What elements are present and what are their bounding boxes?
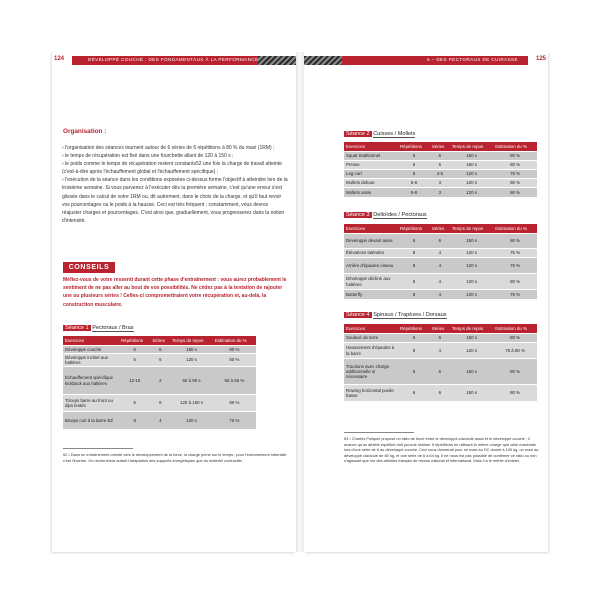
seance-name: Spinaux / Trapèzes / Dorsaux [373,312,447,318]
table-cell: Haussement d'épaules à la barre [344,343,398,359]
right-running-header [304,56,550,66]
table-cell: 75 % [493,258,537,274]
seance-label: Séance 3 [346,212,370,218]
seance-label: Séance 1 [65,325,89,331]
seance-1-table [63,336,256,429]
bullet-item: › le temps de récupération est fixé dans une fourchette allant de 120 à 150 s ; [62,153,234,160]
table-cell: 150 s [450,359,493,385]
table-cell: Rowing horizontal poulie basse [344,385,398,401]
seance-3-title [344,212,427,220]
table-cell: 80 % [493,152,537,161]
conseils-title: CONSEILS [68,264,110,271]
table-header-row [344,224,537,234]
column-header: Temps de repos [450,224,493,234]
column-header: Exercices [344,224,398,234]
table-cell: 120 s [450,343,493,359]
table-cell: 75 à 80 % [493,343,537,359]
table-cell: 4 [150,412,170,429]
right-running-head-text: 5 – DES PECTORAUX DE CUIRASSE [427,57,518,62]
table-cell: 80 % [493,188,537,197]
table-cell: 120 s [450,258,493,274]
table-cell: 5-8 [398,179,430,188]
column-header: Temps de repos [170,336,213,346]
table-cell: Développé incliné aux haltères [63,354,119,367]
table-cell: 120 s [450,179,493,188]
right-page-number: 125 [535,56,546,62]
table-cell: 12-15 [119,367,150,395]
table-cell: Développé devant assis [344,234,398,249]
seance-2-title [344,131,415,139]
seance-3-table [344,224,537,299]
seance-label: Séance 4 [346,312,370,318]
table-cell: 6 [398,385,430,401]
seance-2-table [344,142,537,197]
seance-name: Deltoïdes / Pectoraux [373,212,427,218]
table-cell: 80 % [493,359,537,385]
table-cell: 6 [430,161,450,170]
table-cell: 60 à 90 s [170,367,213,395]
column-header: Répétitions [398,142,430,152]
table-cell: 80 % [493,179,537,188]
column-header: Séries [430,224,450,234]
table-row [344,234,537,249]
seance-4-table [344,324,537,401]
table-row [344,152,537,161]
column-header: Temps de repos [450,324,493,334]
table-cell: 75 % [493,290,537,299]
table-cell: 4 [430,343,450,359]
right-footnote: 53 • Charles Poliquin propose un ratio de force entre le développé-clavicule assis et le développé couché ; il avance qu'un athlète équilibré doit pouvoir réaliser 5 répétitions en utilisant la même charge que celle maximale lors d'une série de 6 au développé couché. Ceci nous donnerait pour un maxi au DC donné à 100 kg, un maxi au développé clavicule de 80 kg, et une série de 6 à 64 kg. Il ne nous est pas possible de confirmer ce ratio ou non s'agissant que sur des athlètes français de niveau national et international. Mais il a le mérite d'exister. [344,436,539,464]
table-cell: 8 [398,290,430,299]
table-cell: 6 [398,359,430,385]
table-cell: 6 [398,152,430,161]
table-cell: 6 [150,354,170,367]
column-header: Répétitions [398,324,430,334]
column-header: Estimation du % [493,142,537,152]
table-cell: 120 à 150 s [170,395,213,412]
table-cell: 4 [430,274,450,290]
table-cell: 80 % [213,354,256,367]
table-row [63,395,256,412]
table-cell: 4 [430,290,450,299]
table-row [344,274,537,290]
table-cell: 6 [398,161,430,170]
table-cell: 80 % [493,161,537,170]
table-cell: 120 s [450,188,493,197]
table-cell: 120 s [170,354,213,367]
table-cell: Presse [344,161,398,170]
seance-label: Séance 2 [346,131,370,137]
table-cell: Arrière d'épaules oiseau [344,258,398,274]
table-cell: 2 [150,367,170,395]
table-cell: 6 [398,334,430,343]
column-header: Séries [430,324,450,334]
table-cell: 8 [119,412,150,429]
table-cell: Élévations latérales [344,249,398,258]
table-cell: 5-8 [398,188,430,197]
table-cell: 6 [119,346,150,354]
table-row [344,343,537,359]
table-cell: Développé couché [63,346,119,354]
table-cell: 80 % [213,395,256,412]
table-cell: 6 [119,395,150,412]
left-running-header [50,56,296,66]
table-row [344,290,537,299]
table-cell: 120 s [450,249,493,258]
table-header-row [344,142,537,152]
left-footnote: 52 • Dans un entraînement orienté vers le développement de la force, la charge prime sur le temps ; pour l'entraînement rotteriaté, c'est l'inverse. On recherchera autant l'adaptation des supports énergétiques que du matériel contractile. [63,452,288,463]
table-cell: 6 [430,359,450,385]
table-cell: Mollets assis [344,188,398,197]
table-cell: 80 % [493,385,537,401]
bullet-item: › l'exécution de la séance dans les conditions exposées ci-dessus forme l'objectif à atteindre lors de la troisième semaine. Si vous parvenez à l'exécuter dès la première semaine, c'est qu'une erreur s'est glissée dans le calcul de votre 1RM ou, dit autrement, dans le choix de la charge, et qu'il faut revoir vos pourcentages ou le poids à la hausse. Ceci est très fréquent ; constamment, vous devrez réajuster charges et pourcentages. C'est ainsi que, graduellement, vous progresserez dans la notion d'intensité. [62,177,288,224]
table-cell: 6 [398,274,430,290]
table-row [344,161,537,170]
header-stripe-pattern [258,56,296,65]
table-cell: 120 s [170,412,213,429]
book-spine [296,52,304,552]
table-cell: 6 [430,234,450,249]
table-cell: 150 s [450,334,493,343]
column-header: Exercices [344,324,398,334]
column-header: Estimation du % [213,336,256,346]
table-cell: 120 s [450,170,493,179]
table-cell: 6 [119,354,150,367]
table-cell: Tractions avec charge additionnelle si nécessaire [344,359,398,385]
column-header: Répétitions [398,224,430,234]
table-row [63,354,256,367]
column-header: Séries [430,142,450,152]
table-header-row [63,336,256,346]
table-cell: 8 [398,258,430,274]
table-cell: Mollets debout [344,179,398,188]
table-row [344,170,537,179]
table-cell: 80 % [213,346,256,354]
seance-name: Pectoraux / Bras [92,325,134,331]
organisation-title: Organisation : [63,128,107,135]
table-cell: 120 s [450,274,493,290]
table-row [63,367,256,395]
table-cell: 80 % [493,234,537,249]
column-header: Temps de repos [450,142,493,152]
table-cell: Développé décliné aux haltères [344,274,398,290]
footnote-divider [63,448,133,449]
column-header: Exercices [63,336,119,346]
table-cell: 8 [398,170,430,179]
seance-1-title [63,325,134,333]
footnote-divider [344,432,414,433]
table-row [344,258,537,274]
table-cell: 150 s [450,161,493,170]
table-cell: Squat traditionnel [344,152,398,161]
table-row [344,249,537,258]
table-cell: 6 [150,346,170,354]
column-header: Séries [150,336,170,346]
table-cell: Leg curl [344,170,398,179]
table-cell: Biceps curl à la barre EZ [63,412,119,429]
organisation-bullet-list [62,144,288,225]
table-row [344,385,537,401]
table-cell: 55 à 65 % [213,367,256,395]
table-cell: 3 [430,188,450,197]
table-cell: 75 % [493,249,537,258]
bullet-item: › l'organisation des séances tournent autour de 6 séries de 6 répétitions à 80 % du maxi (1RM) ; [62,145,275,151]
header-stripe-pattern [304,56,342,65]
column-header: Exercices [344,142,398,152]
seance-4-title [344,312,447,320]
table-cell: 4 [430,249,450,258]
table-cell: 150 s [170,346,213,354]
table-row [344,179,537,188]
table-cell: 75 % [493,170,537,179]
table-cell: Triceps barre au front ou dips lestés [63,395,119,412]
table-cell: 6 [430,385,450,401]
table-cell: 80 % [493,274,537,290]
table-header-row [344,324,537,334]
conseils-heading-box [63,262,115,273]
table-cell: 150 s [450,385,493,401]
table-cell: 4 [430,258,450,274]
table-cell: 4-5 [430,170,450,179]
table-row [344,359,537,385]
table-cell: 6 [150,395,170,412]
table-row [63,346,256,354]
column-header: Estimation du % [493,324,537,334]
table-row [344,334,537,343]
table-cell: 8 [398,343,430,359]
left-page-number: 124 [54,56,65,62]
table-cell: 6 [430,152,450,161]
table-cell: Butterfly [344,290,398,299]
table-cell: 3 [430,179,450,188]
conseils-text: Méfiez-vous de votre ressenti durant cette phase d'entraînement : vous aurez probablement le sentiment de ne pas aller au bout de vos possibilités. Ne cédez pas à la tentation de rajouter une ou plusieurs séries ! Celles-ci compromettraient votre récupération et, au-delà, la construction musculaire. [63,277,287,308]
table-cell: 80 % [493,334,537,343]
table-cell: 150 s [450,234,493,249]
table-cell: 8 [398,249,430,258]
table-cell: Échauffement spécifique kickback aux haltères [63,367,119,395]
right-page [304,52,548,552]
table-cell: 75 % [213,412,256,429]
column-header: Répétitions [119,336,150,346]
left-running-head-text: DÉVELOPPÉ COUCHÉ : DES FONDAMENTAUX À LA PERFORMANCE [88,57,259,62]
seance-name: Cuisses / Mollets [373,131,416,137]
column-header: Estimation du % [493,224,537,234]
table-cell: 6 [430,334,450,343]
table-cell: Soulevé de terre [344,334,398,343]
table-row [63,412,256,429]
table-row [344,188,537,197]
bullet-item: › le poids comme le temps de récupération restent constants52 une fois la charge de travail atteinte (c'est-à-dire après l'échauffement global et l'échauffement spécifique) ; [62,161,282,176]
table-cell: 150 s [450,152,493,161]
table-cell: 120 s [450,290,493,299]
table-cell: 6 [398,234,430,249]
